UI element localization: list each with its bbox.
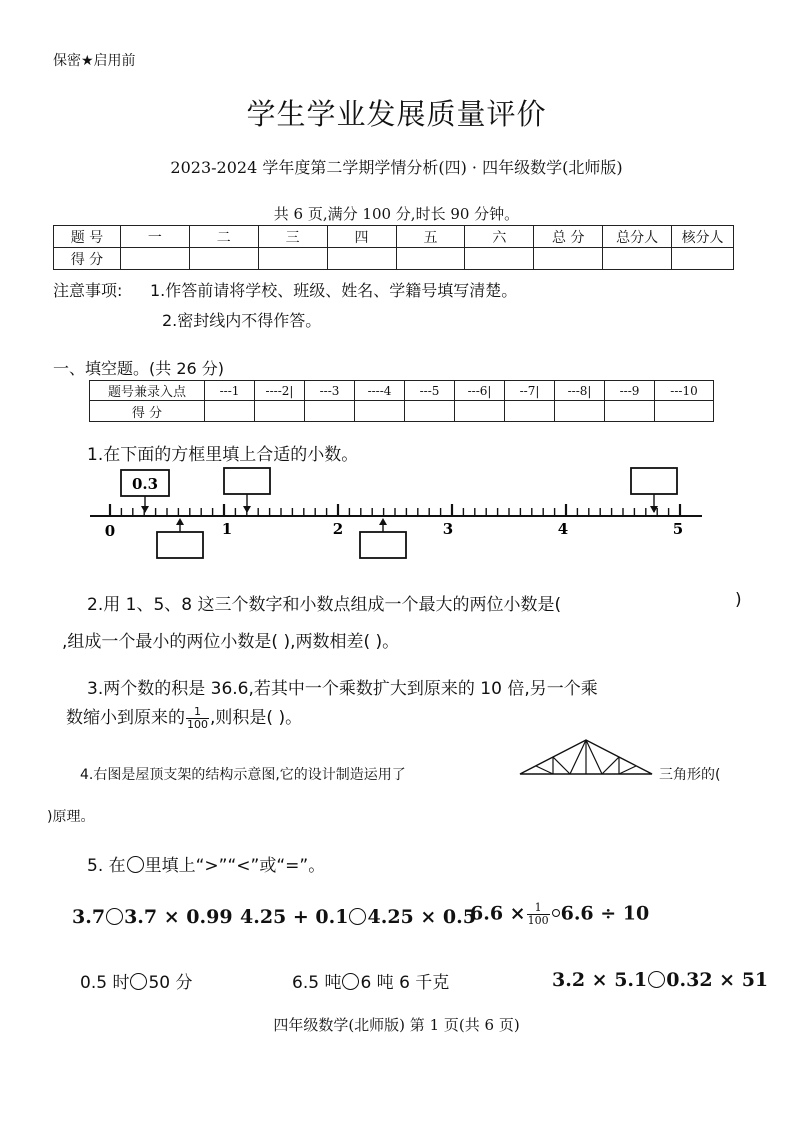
question-5-title-a: 5. 在 [87,856,126,876]
question-3-text-a: 数缩小到原来的 [66,708,185,728]
score-cell[interactable] [465,248,534,270]
truss-member [586,740,602,774]
axis-label: 0 [104,522,116,540]
compare-expression-4 [80,968,193,993]
entry-score-cell[interactable] [205,401,255,422]
number-line-figure [88,462,708,572]
axis-label: 3 [442,520,454,538]
entry-point: ---3 [305,381,355,401]
entry-score-cell[interactable] [555,401,605,422]
compare-circle-icon[interactable] [552,909,560,917]
truss-member [619,766,636,774]
score-row-label: 得 分 [54,248,121,270]
expression-left: 3.2 × 5.1 [552,969,648,991]
exam-info: 共 6 页,满分 100 分,时长 90 分钟。 [273,205,520,223]
entry-point: ----2| [255,381,305,401]
score-cell[interactable] [396,248,465,270]
entry-point: ---10 [655,381,714,401]
question-3-text-b: ,则积是( )。 [210,708,303,728]
header-cell: 总 分 [534,226,603,248]
axis-label: 2 [332,520,344,538]
confidential-label: 保密★启用前 [53,53,136,69]
page-title: 学生学业发展质量评价 [246,97,547,131]
fraction-numerator: 1 [186,706,209,719]
question-4-text-a: 4.右图是屋顶支架的结构示意图,它的设计制造运用了 [80,767,406,783]
notes-item-2: 2.密封线内不得作答。 [162,311,322,330]
arrow-head [379,518,387,525]
fraction [527,902,550,927]
header-cell: 二 [189,226,258,248]
arrow-head [141,506,149,513]
header-cell: 三 [258,226,327,248]
compare-circle-icon[interactable] [342,973,359,990]
header-cell: 一 [120,226,189,248]
entry-score-cell[interactable] [605,401,655,422]
compare-circle-icon[interactable] [130,973,147,990]
fraction-denominator: 100 [527,914,549,927]
question-1-text: 1.在下面的方框里填上合适的小数。 [87,445,359,465]
question-3-line-2 [66,703,302,731]
expression-left: 4.25 + 0.1 [240,906,349,928]
question-2-line-1: 2.用 1、5、8 这三个数字和小数点组成一个最大的两位小数是( [87,595,562,615]
expression-left: 6.6 × [470,902,526,925]
header-cell: 五 [396,226,465,248]
compare-expression-1 [72,906,233,928]
score-cell[interactable] [603,248,672,270]
fraction-numerator: 1 [527,902,550,915]
entry-point: ---9 [605,381,655,401]
entry-point: ---1 [205,381,255,401]
score-cell[interactable] [120,248,189,270]
compare-circle-icon[interactable] [349,908,366,925]
entry-score-cell[interactable] [455,401,505,422]
compare-circle-icon[interactable] [648,971,665,988]
answer-box [224,468,270,494]
header-cell: 题 号 [54,226,121,248]
page-footer: 四年级数学(北师版) 第 1 页(共 6 页) [273,1016,520,1034]
answer-box [360,532,406,558]
answer-box [157,532,203,558]
expression-right: 50 分 [148,973,193,993]
entry-score-cell[interactable] [505,401,555,422]
question-5-title [87,851,325,876]
entry-score-cell[interactable] [255,401,305,422]
entry-point: --7| [505,381,555,401]
compare-expression-2 [240,906,476,928]
fraction [186,706,209,731]
truss-member [570,740,586,774]
compare-expression-6 [552,969,768,991]
compare-circle-icon [127,856,144,873]
fraction-denominator: 100 [187,717,208,731]
expression-left: 3.7 [72,906,106,928]
score-table [53,225,734,270]
expression-right: 3.7 × 0.99 [124,906,233,928]
compare-expression-5 [292,968,449,993]
truss-member [602,757,619,774]
arrow-head [176,518,184,525]
section-title: 一、填空题。(共 26 分) [53,359,225,378]
entry-table [89,380,714,422]
question-4-text-c: )原理。 [47,809,95,825]
entry-point: ---5 [405,381,455,401]
entry-score-cell[interactable] [655,401,714,422]
roof-truss-diagram [518,737,658,779]
answer-box [631,468,677,494]
question-4-text-b: 三角形的( [659,767,721,783]
axis-label: 4 [557,520,569,538]
score-cell[interactable] [327,248,396,270]
number-line-ticks [110,504,680,516]
question-5-title-b: 里填上“>”“<”或“=”。 [144,856,326,876]
header-cell: 总分人 [603,226,672,248]
truss-member [553,757,570,774]
header-cell: 六 [465,226,534,248]
entry-point: ---8| [555,381,605,401]
expression-left: 6.5 吨 [292,973,342,993]
entry-score-cell[interactable] [355,401,405,422]
notes-label: 注意事项: [53,281,123,300]
entry-score-cell[interactable] [405,401,455,422]
expression-right: 0.32 × 51 [666,969,769,991]
notes-item-1: 1.作答前请将学校、班级、姓名、学籍号填写清楚。 [150,281,518,300]
compare-circle-icon[interactable] [106,908,123,925]
expression-right: 6.6 ÷ 10 [560,902,650,925]
score-cell[interactable] [534,248,603,270]
expression-right: 6 吨 6 千克 [360,973,450,993]
entry-point: ----4 [355,381,405,401]
entry-point: ---6| [455,381,505,401]
arrow-head [243,506,251,513]
given-answer-value: 0.3 [131,475,159,493]
question-2-line-2: ,组成一个最小的两位小数是( ),两数相差( )。 [62,632,400,652]
question-2-bracket-end: ) [735,590,742,610]
question-3-line-1: 3.两个数的积是 36.6,若其中一个乘数扩大到原来的 10 倍,另一个乘 [87,679,598,699]
truss-member [536,766,553,774]
score-cell[interactable] [672,248,734,270]
score-cell[interactable] [258,248,327,270]
axis-label: 5 [672,520,684,538]
header-cell: 四 [327,226,396,248]
page-subtitle: 2023-2024 学年度第二学期学情分析(四) · 四年级数学(北师版) [170,158,623,177]
axis-label: 1 [221,520,233,538]
entry-score-cell[interactable] [305,401,355,422]
entry-label: 题号兼录入点 [90,381,205,401]
entry-score-label: 得 分 [90,401,205,422]
expression-left: 0.5 时 [80,973,130,993]
header-cell: 核分人 [672,226,734,248]
expression-right: 4.25 × 0.5 [367,906,476,928]
compare-expression-3 [470,902,649,927]
score-cell[interactable] [189,248,258,270]
